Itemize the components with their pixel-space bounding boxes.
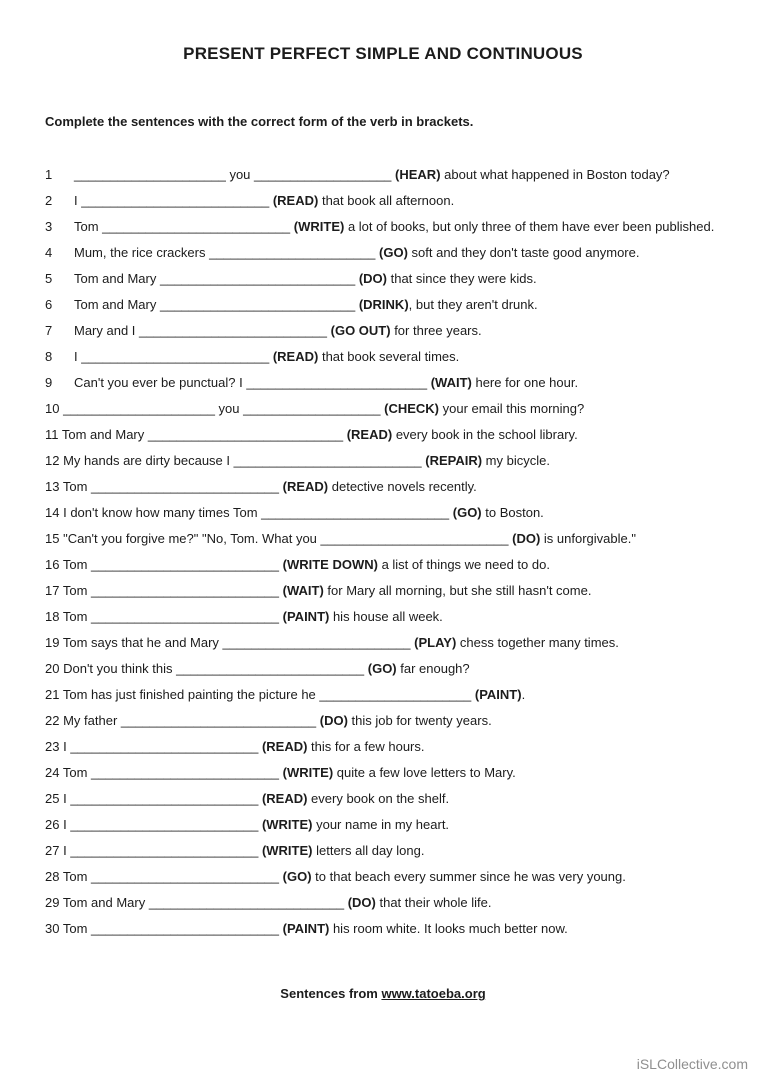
blank-line: __________________________ bbox=[91, 869, 280, 884]
verb-bracket: (PAINT) bbox=[282, 921, 330, 936]
blank-line: ___________________________ bbox=[148, 895, 345, 910]
blank-line: __________________________ bbox=[222, 635, 411, 650]
sentence-text: Tom bbox=[62, 765, 92, 780]
sentence-row bbox=[45, 422, 721, 448]
sentence-text: Mary and I bbox=[74, 323, 140, 338]
sentence-number: 14 bbox=[45, 505, 60, 520]
blank-line: __________________________ bbox=[91, 921, 280, 936]
sentence-row bbox=[45, 812, 721, 838]
sentence-number: 28 bbox=[45, 869, 60, 884]
sentence-row bbox=[45, 370, 721, 396]
sentence-row bbox=[45, 734, 721, 760]
sentence-number: 3 bbox=[45, 219, 53, 234]
sentence-number: 26 bbox=[45, 817, 60, 832]
sentence-text: I bbox=[63, 791, 71, 806]
sentence-text: a lot of books, but only three of them have ever been published. bbox=[344, 219, 715, 234]
verb-bracket: (DO) bbox=[319, 713, 348, 728]
blank-line: __________________________ bbox=[102, 219, 291, 234]
sentence-number: 5 bbox=[45, 271, 53, 286]
verb-bracket: (GO) bbox=[452, 505, 482, 520]
sentence-text: about what happened in Boston today? bbox=[440, 167, 670, 182]
sentence-text: that book all afternoon. bbox=[318, 193, 455, 208]
sentence-text: Tom bbox=[62, 479, 92, 494]
sentence-text: you bbox=[214, 401, 244, 416]
sentence-text: far enough? bbox=[396, 661, 470, 676]
islcollective-watermark[interactable]: iSLCollective.com bbox=[636, 1056, 748, 1072]
verb-bracket: (WRITE) bbox=[261, 843, 313, 858]
blank-line: ___________________________ bbox=[159, 297, 356, 312]
sentence-text: Tom bbox=[62, 583, 92, 598]
sentence-number: 23 bbox=[45, 739, 60, 754]
sentence-number: 19 bbox=[45, 635, 60, 650]
sentence-number: 2 bbox=[45, 193, 53, 208]
sentence-text: Tom bbox=[74, 219, 103, 234]
sentence-text: every book in the school library. bbox=[392, 427, 578, 442]
verb-bracket: (WRITE DOWN) bbox=[282, 557, 378, 572]
blank-line: __________________________ bbox=[70, 817, 259, 832]
sentence-text: Tom says that he and Mary bbox=[62, 635, 223, 650]
sentence-text: , but they aren't drunk. bbox=[408, 297, 538, 312]
blank-line: __________________________ bbox=[261, 505, 450, 520]
sentence-text: you bbox=[225, 167, 255, 182]
sentence-number: 15 bbox=[45, 531, 60, 546]
sentence-number: 1 bbox=[45, 167, 53, 182]
sentence-number: 27 bbox=[45, 843, 60, 858]
blank-line: __________________________ bbox=[91, 609, 280, 624]
verb-bracket: (HEAR) bbox=[395, 167, 441, 182]
sentence-number: 30 bbox=[45, 921, 60, 936]
blank-line: __________________________ bbox=[176, 661, 365, 676]
verb-bracket: (DO) bbox=[358, 271, 387, 286]
sentence-text: your email this morning? bbox=[439, 401, 585, 416]
sentence-text: Tom bbox=[62, 557, 92, 572]
sentence-text: Tom bbox=[62, 921, 92, 936]
verb-bracket: (GO) bbox=[282, 869, 312, 884]
sentence-text: . bbox=[521, 687, 526, 702]
blank-line: ___________________ bbox=[254, 167, 392, 182]
sentence-text: to that beach every summer since he was very young. bbox=[311, 869, 626, 884]
sentence-row bbox=[45, 396, 721, 422]
sentence-row bbox=[45, 760, 721, 786]
sentence-text: I bbox=[63, 739, 71, 754]
sentence-row bbox=[45, 266, 721, 292]
sentence-row bbox=[45, 188, 721, 214]
sentence-text: "Can't you forgive me?" "No, Tom. What you bbox=[63, 531, 321, 546]
verb-bracket: (DO) bbox=[347, 895, 376, 910]
blank-line: __________________________ bbox=[70, 739, 259, 754]
sentence-row bbox=[45, 578, 721, 604]
sentence-row bbox=[45, 682, 721, 708]
verb-bracket: (CHECK) bbox=[384, 401, 440, 416]
verb-bracket: (PAINT) bbox=[474, 687, 522, 702]
verb-bracket: (GO OUT) bbox=[330, 323, 391, 338]
sentence-text: Tom bbox=[62, 869, 92, 884]
sentence-text: Tom and Mary bbox=[62, 895, 149, 910]
sentence-text: his house all week. bbox=[329, 609, 443, 624]
sentence-text: every book on the shelf. bbox=[307, 791, 450, 806]
sentence-number: 12 bbox=[45, 453, 60, 468]
sentence-number: 8 bbox=[45, 349, 53, 364]
blank-line: _________________________ bbox=[246, 375, 428, 390]
blank-line: __________________________ bbox=[81, 349, 270, 364]
verb-bracket: (WRITE) bbox=[261, 817, 313, 832]
sentence-text: that book several times. bbox=[318, 349, 460, 364]
verb-bracket: (REPAIR) bbox=[425, 453, 483, 468]
sentence-number: 25 bbox=[45, 791, 60, 806]
blank-line: __________________________ bbox=[70, 843, 259, 858]
sentence-text: for Mary all morning, but she still hasn't come. bbox=[323, 583, 592, 598]
verb-bracket: (DRINK) bbox=[358, 297, 409, 312]
blank-line: _____________________ bbox=[74, 167, 226, 182]
sentence-text: Mum, the rice crackers bbox=[74, 245, 210, 260]
instruction-text: Complete the sentences with the correct form of the verb in brackets. bbox=[45, 114, 474, 129]
sentence-text: detective novels recently. bbox=[328, 479, 477, 494]
sentence-row bbox=[45, 552, 721, 578]
sentence-text: a list of things we need to do. bbox=[377, 557, 550, 572]
blank-line: __________________________ bbox=[91, 479, 280, 494]
sentence-text: Don't you think this bbox=[63, 661, 177, 676]
sentence-row bbox=[45, 500, 721, 526]
sentence-row bbox=[45, 786, 721, 812]
blank-line: ___________________________ bbox=[159, 271, 356, 286]
sentence-text: chess together many times. bbox=[456, 635, 619, 650]
sentence-text: this job for twenty years. bbox=[347, 713, 492, 728]
footer-credit bbox=[45, 986, 721, 1001]
verb-bracket: (READ) bbox=[272, 349, 319, 364]
sentence-text: letters all day long. bbox=[312, 843, 425, 858]
sentence-number: 9 bbox=[45, 375, 53, 390]
verb-bracket: (PLAY) bbox=[414, 635, 457, 650]
verb-bracket: (READ) bbox=[282, 479, 329, 494]
footer-prefix: Sentences from bbox=[280, 986, 382, 1001]
sentence-row bbox=[45, 292, 721, 318]
sentence-text: I bbox=[63, 843, 71, 858]
blank-line: ___________________________ bbox=[120, 713, 317, 728]
blank-line: _______________________ bbox=[209, 245, 376, 260]
sentence-text: I bbox=[74, 349, 82, 364]
sentence-row bbox=[45, 864, 721, 890]
sentence-row bbox=[45, 474, 721, 500]
sentence-text: that since they were kids. bbox=[387, 271, 537, 286]
verb-bracket: (DO) bbox=[512, 531, 541, 546]
sentence-text: I bbox=[63, 817, 71, 832]
blank-line: _____________________ bbox=[63, 401, 215, 416]
blank-line: __________________________ bbox=[81, 193, 270, 208]
sentence-text: for three years. bbox=[390, 323, 482, 338]
sentence-text: here for one hour. bbox=[471, 375, 579, 390]
sentence-row bbox=[45, 344, 721, 370]
verb-bracket: (READ) bbox=[346, 427, 393, 442]
blank-line: __________________________ bbox=[320, 531, 509, 546]
sentence-text: Tom and Mary bbox=[74, 297, 160, 312]
worksheet-title: PRESENT PERFECT SIMPLE AND CONTINUOUS bbox=[183, 44, 583, 63]
blank-line: __________________________ bbox=[91, 557, 280, 572]
sentence-number: 24 bbox=[45, 765, 60, 780]
sentence-text: I don't know how many times Tom bbox=[63, 505, 262, 520]
sentence-text: Tom and Mary bbox=[74, 271, 160, 286]
sentence-text: Tom and Mary bbox=[61, 427, 148, 442]
sentence-row bbox=[45, 890, 721, 916]
verb-bracket: (WRITE) bbox=[293, 219, 345, 234]
sentence-number: 7 bbox=[45, 323, 53, 338]
sentence-text: My father bbox=[63, 713, 121, 728]
sentence-row bbox=[45, 162, 721, 188]
sentence-number: 11 bbox=[45, 427, 59, 442]
verb-bracket: (GO) bbox=[379, 245, 408, 260]
sentence-row bbox=[45, 708, 721, 734]
sentence-text: is unforgivable." bbox=[540, 531, 636, 546]
sentence-text: Can't you ever be punctual? I bbox=[74, 375, 247, 390]
tatoeba-link[interactable]: www.tatoeba.org bbox=[381, 986, 486, 1001]
blank-line: __________________________ bbox=[233, 453, 422, 468]
sentence-text: to Boston. bbox=[481, 505, 544, 520]
sentence-number: 29 bbox=[45, 895, 60, 910]
sentence-row bbox=[45, 214, 721, 240]
sentence-number: 6 bbox=[45, 297, 53, 312]
sentence-row bbox=[45, 526, 721, 552]
sentence-text: this for a few hours. bbox=[307, 739, 425, 754]
sentence-text: quite a few love letters to Mary. bbox=[333, 765, 516, 780]
sentence-number: 4 bbox=[45, 245, 53, 260]
sentence-text: Tom bbox=[62, 609, 92, 624]
sentence-text: that their whole life. bbox=[375, 895, 492, 910]
verb-bracket: (WAIT) bbox=[430, 375, 472, 390]
sentence-row bbox=[45, 240, 721, 266]
sentence-row bbox=[45, 604, 721, 630]
blank-line: __________________________ bbox=[70, 791, 259, 806]
sentence-number: 21 bbox=[45, 687, 60, 702]
verb-bracket: (READ) bbox=[261, 739, 308, 754]
sentence-number: 13 bbox=[45, 479, 60, 494]
sentence-text: his room white. It looks much better now. bbox=[329, 921, 568, 936]
blank-line: ___________________________ bbox=[147, 427, 344, 442]
sentence-number: 17 bbox=[45, 583, 60, 598]
blank-line: __________________________ bbox=[91, 583, 280, 598]
sentence-number: 18 bbox=[45, 609, 60, 624]
sentence-row bbox=[45, 318, 721, 344]
blank-line: _____________________ bbox=[319, 687, 472, 702]
verb-bracket: (GO) bbox=[367, 661, 397, 676]
sentence-text: My hands are dirty because I bbox=[63, 453, 234, 468]
sentence-row bbox=[45, 656, 721, 682]
sentence-row bbox=[45, 448, 721, 474]
verb-bracket: (PAINT) bbox=[282, 609, 330, 624]
sentence-text: soft and they don't taste good anymore. bbox=[407, 245, 640, 260]
sentence-row bbox=[45, 630, 721, 656]
sentence-row bbox=[45, 838, 721, 864]
blank-line: __________________________ bbox=[139, 323, 328, 338]
blank-line: ___________________ bbox=[243, 401, 381, 416]
blank-line: __________________________ bbox=[91, 765, 280, 780]
verb-bracket: (WAIT) bbox=[282, 583, 324, 598]
verb-bracket: (READ) bbox=[261, 791, 308, 806]
sentence-number: 20 bbox=[45, 661, 60, 676]
sentence-list bbox=[45, 162, 721, 942]
sentence-number: 22 bbox=[45, 713, 60, 728]
sentence-text: I bbox=[74, 193, 82, 208]
sentence-number: 16 bbox=[45, 557, 60, 572]
sentence-text: Tom has just finished painting the picture he bbox=[62, 687, 320, 702]
verb-bracket: (WRITE) bbox=[282, 765, 334, 780]
sentence-text: my bicycle. bbox=[482, 453, 550, 468]
verb-bracket: (READ) bbox=[272, 193, 319, 208]
sentence-text: your name in my heart. bbox=[312, 817, 450, 832]
sentence-number: 10 bbox=[45, 401, 60, 416]
sentence-row bbox=[45, 916, 721, 942]
